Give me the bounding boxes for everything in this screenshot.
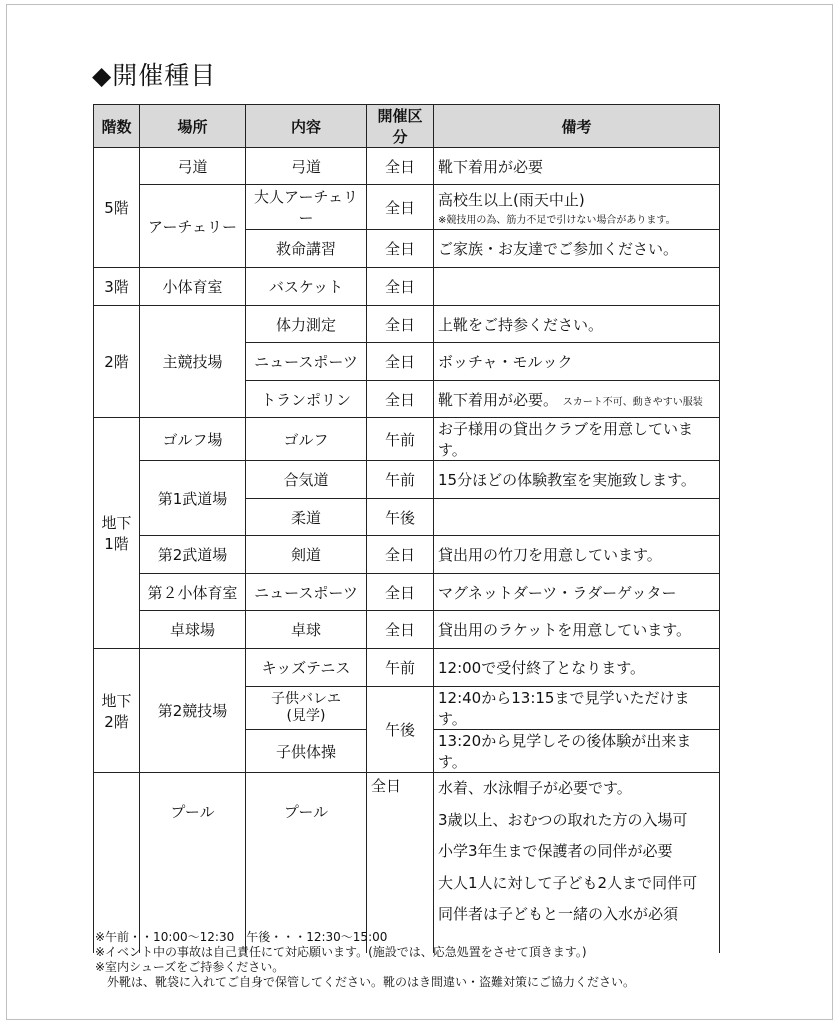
note-small: スカート不可、動きやすい服装 — [562, 396, 703, 408]
table-row — [94, 461, 720, 499]
table-row — [94, 773, 720, 953]
table-row — [94, 536, 720, 574]
slot-cell: 午後 — [367, 499, 434, 536]
place-cell: 第2武道場 — [140, 536, 246, 574]
table-row — [94, 306, 720, 343]
place-cell: プール — [140, 773, 246, 953]
content-cell: 弓道 — [246, 148, 367, 185]
slot-cell: 全日 — [367, 611, 434, 649]
content-cell: ゴルフ — [246, 418, 367, 461]
floor-cell: 3階 — [94, 268, 140, 306]
note-cell — [434, 499, 720, 536]
header-content: 内容 — [246, 105, 367, 148]
slot-cell: 全日 — [367, 773, 434, 953]
table-row — [94, 649, 720, 687]
pool-note: 小学3年生まで保護者の同伴が必要 — [438, 842, 673, 860]
slot-cell: 全日 — [367, 306, 434, 343]
floor-cell: 5階 — [94, 148, 140, 268]
place-cell: 小体育室 — [140, 268, 246, 306]
content-cell: 大人アーチェリー — [246, 185, 367, 230]
note-main: 靴下着用が必要。 — [438, 390, 559, 409]
content-line-1: 子供バレエ — [271, 691, 341, 707]
content-cell: 卓球 — [246, 611, 367, 649]
note-cell: 12:00で受付終了となります。 — [434, 649, 720, 687]
slot-cell: 午後 — [367, 687, 434, 773]
pool-notes — [434, 773, 720, 953]
header-slot: 開催区分 — [367, 105, 434, 148]
schedule-table — [93, 104, 720, 953]
slot-cell: 午前 — [367, 649, 434, 687]
slot-cell: 午前 — [367, 418, 434, 461]
note-cell: 12:40から13:15まで見学いただけます。 — [434, 687, 720, 730]
header-note: 備考 — [434, 105, 720, 148]
note-cell: 貸出用の竹刀を用意しています。 — [434, 536, 720, 574]
place-cell: 第1武道場 — [140, 461, 246, 536]
table-row — [94, 185, 720, 230]
content-cell: プール — [246, 773, 367, 953]
slot-cell: 全日 — [367, 381, 434, 418]
slot-cell: 午前 — [367, 461, 434, 499]
note-cell: マグネットダーツ・ラダーゲッター — [434, 574, 720, 611]
pool-note: 同伴者は子どもと一緒の入水が必須 — [438, 905, 679, 923]
footer-notes — [95, 930, 635, 990]
table-row — [94, 574, 720, 611]
note-cell — [434, 381, 720, 418]
slot-cell: 全日 — [367, 343, 434, 381]
place-cell: ゴルフ場 — [140, 418, 246, 461]
floor-cell: 2階 — [94, 306, 140, 418]
note-cell: 靴下着用が必要 — [434, 148, 720, 185]
header-floor: 階数 — [94, 105, 140, 148]
content-line-2: (見学) — [286, 708, 326, 724]
place-cell: アーチェリー — [140, 185, 246, 268]
floor-cell: 地下 2階 — [94, 649, 140, 773]
table-row — [94, 268, 720, 306]
content-cell: 体力測定 — [246, 306, 367, 343]
note-cell — [434, 185, 720, 230]
note-cell: ボッチャ・モルック — [434, 343, 720, 381]
content-cell: 救命講習 — [246, 230, 367, 268]
place-cell: 第２小体育室 — [140, 574, 246, 611]
note-cell: 15分ほどの体験教室を実施致します。 — [434, 461, 720, 499]
note-cell: 貸出用のラケットを用意しています。 — [434, 611, 720, 649]
note-cell: 上靴をご持参ください。 — [434, 306, 720, 343]
content-cell: バスケット — [246, 268, 367, 306]
table-row — [94, 148, 720, 185]
footer-line: ※室内シューズをご持参ください。 — [95, 960, 285, 974]
place-cell: 弓道 — [140, 148, 246, 185]
note-cell: ご家族・お友達でご参加ください。 — [434, 230, 720, 268]
content-cell: ニュースポーツ — [246, 574, 367, 611]
place-cell: 卓球場 — [140, 611, 246, 649]
table-row — [94, 611, 720, 649]
place-cell: 第2競技場 — [140, 649, 246, 773]
note-small: ※競技用の為、筋力不足で引けない場合があります。 — [438, 214, 676, 226]
table-row — [94, 418, 720, 461]
note-cell: お子様用の貸出クラブを用意しています。 — [434, 418, 720, 461]
note-main: 高校生以上(雨天中止) — [438, 190, 585, 209]
header-row — [94, 105, 720, 148]
content-cell: キッズテニス — [246, 649, 367, 687]
content-cell: ニュースポーツ — [246, 343, 367, 381]
content-cell: 子供体操 — [246, 730, 367, 773]
header-place: 場所 — [140, 105, 246, 148]
footer-line: ※午前・・10:00～12:30 午後・・・12:30～15:00 — [95, 930, 388, 944]
footer-line: 外靴は、靴袋に入れてご自身で保管してください。靴のはき間違い・盗難対策にご協力ください。 — [95, 975, 636, 989]
page-title: ◆開催種目 — [92, 61, 217, 90]
slot-cell: 全日 — [367, 148, 434, 185]
place-cell: 主競技場 — [140, 306, 246, 418]
pool-note: 3歳以上、おむつの取れた方の入場可 — [438, 810, 688, 829]
footer-line: ※イベント中の事故は自己責任にて対応願います。(施設では、応急処置をさせて頂きます。) — [95, 945, 587, 959]
floor-cell: 地下 1階 — [94, 418, 140, 649]
floor-cell-empty — [94, 773, 140, 953]
slot-cell: 全日 — [367, 574, 434, 611]
slot-cell: 全日 — [367, 185, 434, 230]
content-cell: トランポリン — [246, 381, 367, 418]
pool-note: 水着、水泳帽子が必要です。 — [438, 779, 632, 797]
content-cell: 合気道 — [246, 461, 367, 499]
slot-cell: 全日 — [367, 230, 434, 268]
note-cell — [434, 268, 720, 306]
pool-note: 大人1人に対して子ども2人まで同伴可 — [438, 873, 698, 892]
content-cell — [246, 687, 367, 730]
slot-cell: 全日 — [367, 536, 434, 574]
slot-cell: 全日 — [367, 268, 434, 306]
note-cell: 13:20から見学しその後体験が出来ます。 — [434, 730, 720, 773]
content-cell: 剣道 — [246, 536, 367, 574]
content-cell: 柔道 — [246, 499, 367, 536]
